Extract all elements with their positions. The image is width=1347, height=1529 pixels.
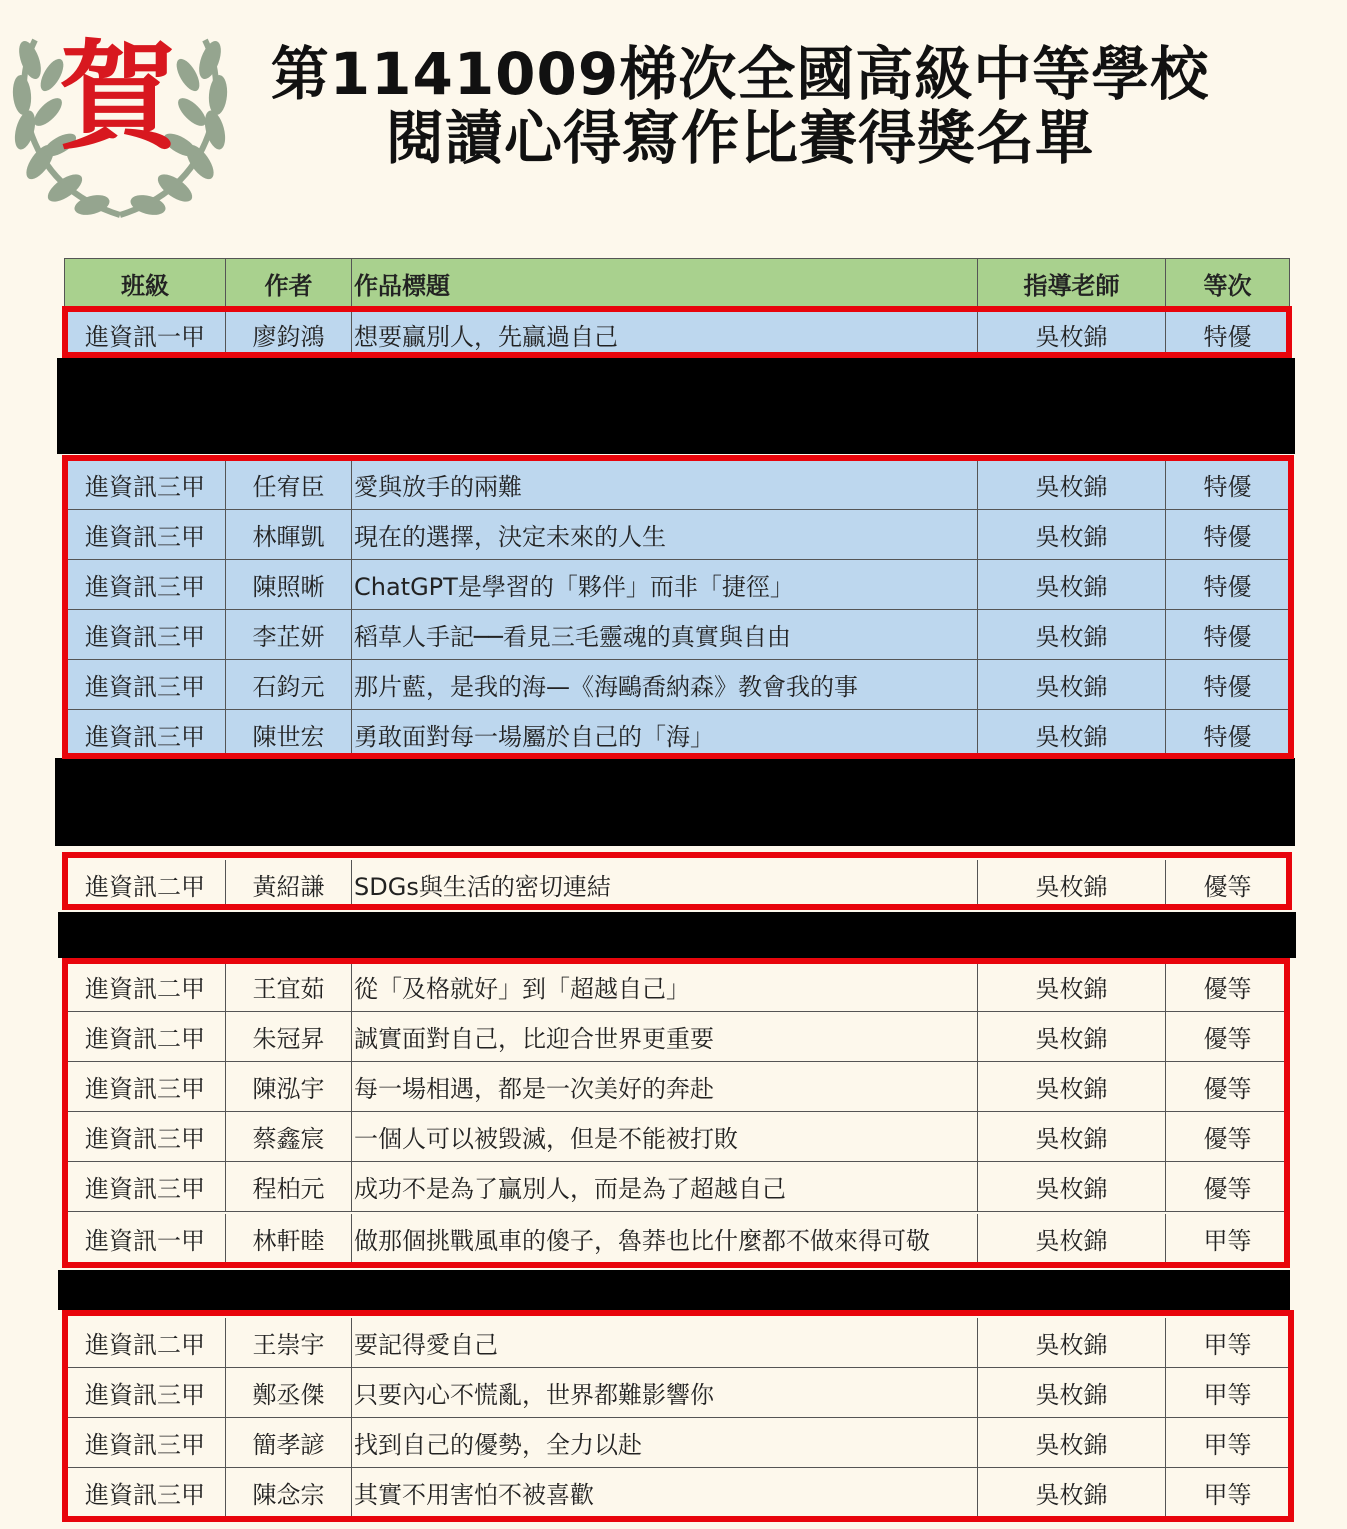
cell-class: 進資訊二甲	[64, 1318, 226, 1368]
cell-work-title: 愛與放手的兩難	[352, 460, 978, 510]
title-line-1: 第1141009梯次全國高級中等學校	[270, 40, 1210, 108]
cell-teacher: 吳枚錦	[978, 560, 1166, 610]
cell-grade: 特優	[1166, 510, 1290, 560]
cell-grade: 優等	[1166, 1112, 1290, 1162]
cell-class: 進資訊三甲	[64, 460, 226, 510]
cell-work-title: SDGs與生活的密切連結	[352, 860, 978, 910]
cell-grade: 甲等	[1166, 1368, 1290, 1418]
cell-work-title: 成功不是為了贏別人，而是為了超越自己	[352, 1162, 978, 1212]
highlight-frame	[62, 1310, 1294, 1522]
cell-author: 李芷妍	[226, 610, 352, 660]
cell-author: 林軒睦	[226, 1214, 352, 1264]
cell-class: 進資訊三甲	[64, 1162, 226, 1212]
cell-work-title: ChatGPT是學習的「夥伴」而非「捷徑」	[352, 560, 978, 610]
cell-author: 任宥臣	[226, 460, 352, 510]
cell-work-title: 從「及格就好」到「超越自己」	[352, 962, 978, 1012]
header-class: 班級	[64, 258, 226, 308]
cell-class: 進資訊一甲	[64, 310, 226, 360]
cell-grade: 優等	[1166, 860, 1290, 910]
cell-author: 陳念宗	[226, 1468, 352, 1518]
cell-grade: 優等	[1166, 1012, 1290, 1062]
header-author: 作者	[226, 258, 352, 308]
cell-grade: 優等	[1166, 1062, 1290, 1112]
cell-author: 朱冠昇	[226, 1012, 352, 1062]
cell-grade: 特優	[1166, 710, 1290, 760]
cell-class: 進資訊三甲	[64, 1062, 226, 1112]
cell-work-title: 做那個挑戰風車的傻子，魯莽也比什麼都不做來得可敬	[352, 1214, 978, 1264]
cell-work-title: 勇敢面對每一場屬於自己的「海」	[352, 710, 978, 760]
cell-author: 蔡鑫宸	[226, 1112, 352, 1162]
cell-teacher: 吳枚錦	[978, 962, 1166, 1012]
cell-author: 鄭丞傑	[226, 1368, 352, 1418]
cell-grade: 特優	[1166, 460, 1290, 510]
cell-teacher: 吳枚錦	[978, 660, 1166, 710]
cell-work-title: 誠實面對自己，比迎合世界更重要	[352, 1012, 978, 1062]
cell-teacher: 吳枚錦	[978, 1012, 1166, 1062]
cell-author: 廖鈞鴻	[226, 310, 352, 360]
cell-class: 進資訊三甲	[64, 710, 226, 760]
cell-author: 林暉凱	[226, 510, 352, 560]
cell-work-title: 那片藍，是我的海—《海鷗喬納森》教會我的事	[352, 660, 978, 710]
cell-grade: 優等	[1166, 962, 1290, 1012]
cell-teacher: 吳枚錦	[978, 610, 1166, 660]
cell-work-title: 稻草人手記──看見三毛靈魂的真實與自由	[352, 610, 978, 660]
redaction-block	[57, 358, 1295, 454]
title-line-2: 閱讀心得寫作比賽得獎名單	[385, 104, 1094, 172]
cell-teacher: 吳枚錦	[978, 1468, 1166, 1518]
emblem-character: 賀	[58, 27, 177, 166]
cell-class: 進資訊三甲	[64, 1368, 226, 1418]
cell-author: 黃紹謙	[226, 860, 352, 910]
cell-class: 進資訊一甲	[64, 1214, 226, 1264]
cell-teacher: 吳枚錦	[978, 1368, 1166, 1418]
cell-author: 陳泓宇	[226, 1062, 352, 1112]
cell-class: 進資訊二甲	[64, 860, 226, 910]
cell-class: 進資訊三甲	[64, 1418, 226, 1468]
redaction-block	[58, 1270, 1290, 1310]
cell-teacher: 吳枚錦	[978, 1214, 1166, 1264]
cell-grade: 甲等	[1166, 1418, 1290, 1468]
cell-class: 進資訊三甲	[64, 1468, 226, 1518]
cell-grade: 甲等	[1166, 1214, 1290, 1264]
redaction-block	[58, 912, 1296, 958]
cell-teacher: 吳枚錦	[978, 460, 1166, 510]
cell-class: 進資訊三甲	[64, 510, 226, 560]
highlight-frame	[62, 455, 1294, 759]
cell-author: 陳世宏	[226, 710, 352, 760]
cell-teacher: 吳枚錦	[978, 1162, 1166, 1212]
cell-author: 陳照晰	[226, 560, 352, 610]
cell-class: 進資訊三甲	[64, 560, 226, 610]
cell-grade: 甲等	[1166, 1468, 1290, 1518]
cell-class: 進資訊三甲	[64, 660, 226, 710]
cell-class: 進資訊二甲	[64, 962, 226, 1012]
cell-work-title: 要記得愛自己	[352, 1318, 978, 1368]
cell-work-title: 現在的選擇，決定未來的人生	[352, 510, 978, 560]
cell-class: 進資訊二甲	[64, 1012, 226, 1062]
cell-teacher: 吳枚錦	[978, 510, 1166, 560]
cell-grade: 特優	[1166, 660, 1290, 710]
cell-teacher: 吳枚錦	[978, 1062, 1166, 1112]
cell-work-title: 其實不用害怕不被喜歡	[352, 1468, 978, 1518]
cell-grade: 特優	[1166, 560, 1290, 610]
table-header-row	[64, 258, 1290, 308]
cell-author: 王宜茹	[226, 962, 352, 1012]
header-work-title: 作品標題	[352, 258, 978, 308]
cell-author: 石鈞元	[226, 660, 352, 710]
cell-work-title: 每一場相遇，都是一次美好的奔赴	[352, 1062, 978, 1112]
cell-work-title: 一個人可以被毀滅，但是不能被打敗	[352, 1112, 978, 1162]
cell-author: 簡孝諺	[226, 1418, 352, 1468]
highlight-frame	[62, 852, 1292, 910]
cell-author: 程柏元	[226, 1162, 352, 1212]
cell-class: 進資訊三甲	[64, 610, 226, 660]
cell-grade: 甲等	[1166, 1318, 1290, 1368]
highlight-frame	[62, 958, 1290, 1268]
highlight-frame	[62, 306, 1292, 358]
cell-grade: 特優	[1166, 310, 1290, 360]
cell-teacher: 吳枚錦	[978, 310, 1166, 360]
redaction-block	[55, 758, 1295, 846]
cell-work-title: 只要內心不慌亂，世界都難影響你	[352, 1368, 978, 1418]
cell-grade: 優等	[1166, 1162, 1290, 1212]
header-teacher: 指導老師	[978, 258, 1166, 308]
cell-teacher: 吳枚錦	[978, 710, 1166, 760]
cell-teacher: 吳枚錦	[978, 860, 1166, 910]
cell-teacher: 吳枚錦	[978, 1318, 1166, 1368]
cell-work-title: 找到自己的優勢，全力以赴	[352, 1418, 978, 1468]
cell-teacher: 吳枚錦	[978, 1418, 1166, 1468]
cell-author: 王崇宇	[226, 1318, 352, 1368]
cell-work-title: 想要贏別人，先贏過自己	[352, 310, 978, 360]
header-grade: 等次	[1166, 258, 1290, 308]
cell-grade: 特優	[1166, 610, 1290, 660]
cell-class: 進資訊三甲	[64, 1112, 226, 1162]
cell-teacher: 吳枚錦	[978, 1112, 1166, 1162]
